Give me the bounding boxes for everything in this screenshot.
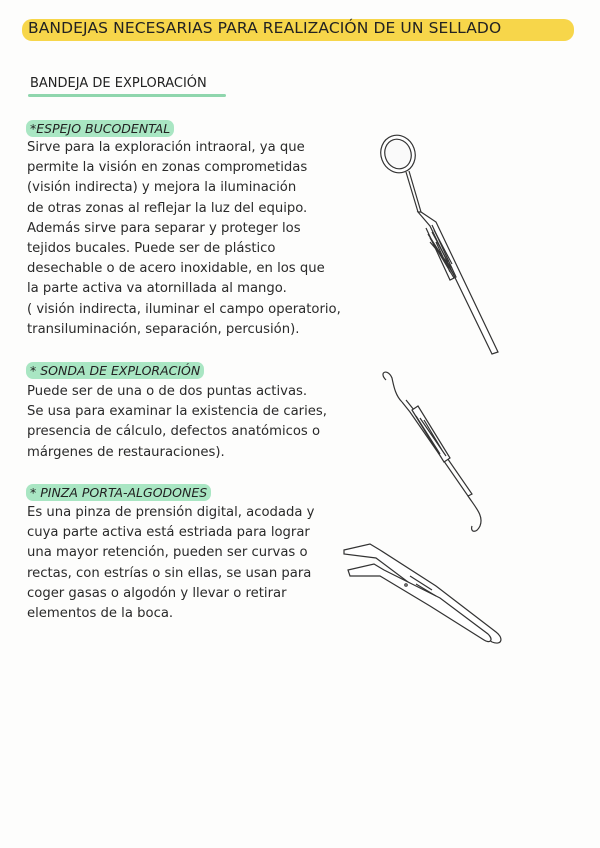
text-line: la parte activa va atornillada al mango. xyxy=(27,281,287,297)
subtitle-underline xyxy=(28,94,226,97)
section-text-pliers xyxy=(27,503,314,624)
subtitle: BANDEJA DE EXPLORACIÓN xyxy=(30,76,207,91)
text-line: permite la visión en zonas comprometidas xyxy=(27,160,308,176)
text-line: tejidos bucales. Puede ser de plástico xyxy=(27,241,276,257)
section-heading-probe: * SONDA DE EXPLORACIÓN xyxy=(26,362,204,379)
text-line: coger gasas o algodón y llevar o retirar xyxy=(27,585,287,601)
text-line: márgenes de restauraciones). xyxy=(27,444,225,460)
cotton-pliers-icon xyxy=(340,540,510,650)
text-line: cuya parte activa está estriada para lograr xyxy=(27,525,310,541)
text-line: una mayor retención, pueden ser curvas o xyxy=(27,545,308,561)
section-text-mirror xyxy=(27,138,341,340)
text-line: de otras zonas al reflejar la luz del equipo. xyxy=(27,200,308,216)
text-line: ( visión indirecta, iluminar el campo operatorio, xyxy=(27,301,341,317)
text-line: Se usa para examinar la existencia de caries, xyxy=(27,404,327,420)
section-text-probe xyxy=(27,382,327,463)
text-line: Sirve para la exploración intraoral, ya que xyxy=(27,140,305,155)
dental-mirror-icon xyxy=(370,132,520,364)
title-block xyxy=(22,14,574,44)
dental-probe-icon xyxy=(372,366,492,538)
text-line: Además sirve para separar y proteger los xyxy=(27,220,301,236)
text-line: rectas, con estrías o sin ellas, se usan para xyxy=(27,565,312,581)
text-line: elementos de la boca. xyxy=(27,606,174,622)
section-heading-mirror: *ESPEJO BUCODENTAL xyxy=(26,120,174,137)
text-line: desechable o de acero inoxidable, en los que xyxy=(27,261,325,277)
text-line: Es una pinza de prensión digital, acodada y xyxy=(27,505,315,520)
text-line: (visión indirecta) y mejora la iluminación xyxy=(27,180,297,196)
page-title: BANDEJAS NECESARIAS PARA REALIZACIÓN DE UN SELLADO xyxy=(28,19,502,37)
text-line: transiluminación, separación, percusión). xyxy=(27,321,300,337)
section-heading-pliers: * PINZA PORTA-ALGODONES xyxy=(26,484,211,501)
text-line: presencia de cálculo, defectos anatómicos o xyxy=(27,424,321,440)
text-line: Puede ser de una o de dos puntas activas. xyxy=(27,384,308,399)
